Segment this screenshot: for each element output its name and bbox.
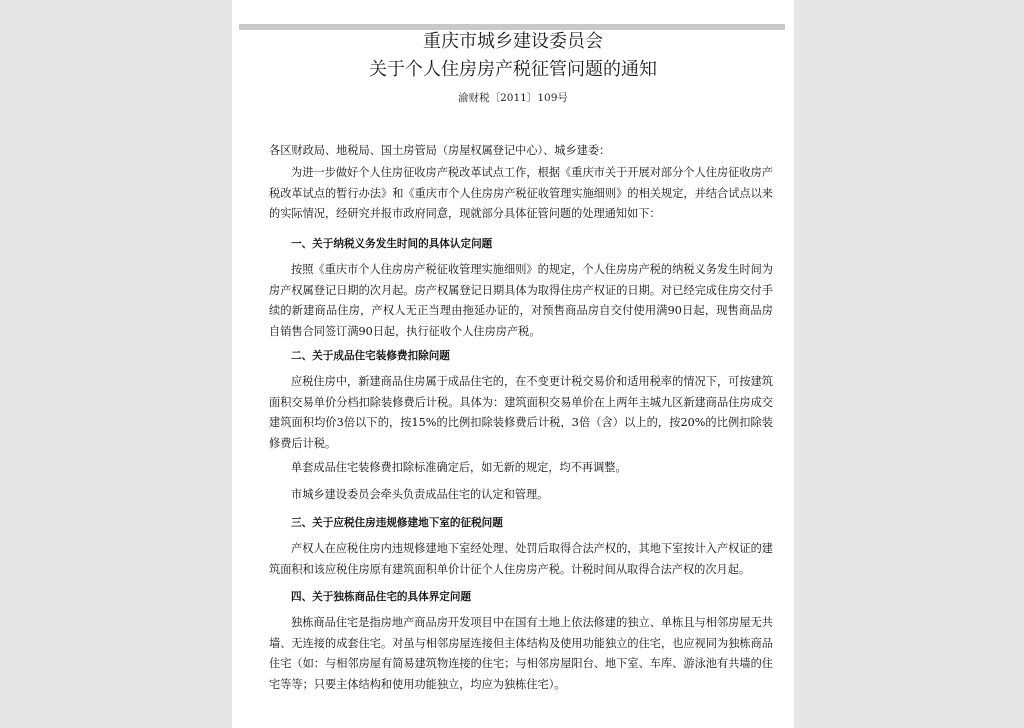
- section-3-paragraph-1: 产权人在应税住房内违规修建地下室经处理、处罚后取得合法产权的，其地下室按计入产权证的建筑面积和该应税住房原有建筑面积单价计征个人住房房产税。计税时间从取得合法产权的次月起。: [269, 542, 773, 576]
- section-heading-3: 三、关于应税住房违规修建地下室的征税问题: [291, 517, 503, 529]
- document-number: 渝财税〔2011〕109号: [458, 92, 568, 104]
- title-line-1: 重庆市城乡建设委员会: [423, 31, 603, 52]
- section-heading-2: 二、关于成品住宅装修费扣除问题: [291, 350, 450, 362]
- title-line-2: 关于个人住房房产税征管问题的通知: [369, 59, 657, 80]
- section-4-paragraph-1: 独栋商品住宅是指房地产商品房开发项目中在国有土地上依法修建的独立、单栋且与相邻房屋无共墙、无连接的成套住宅。对虽与相邻房屋连接但主体结构及使用功能独立的住宅，也应视同为独栋商品住宅（如：与相邻房屋有简易建筑物连接的住宅；与相邻房屋阳台、地下室、车库、游泳池有共墙的住宅等等；只要主体结构和使用功能独立，均应为独栋住宅）。: [269, 616, 773, 691]
- section-1-paragraph-1: 按照《重庆市个人住房房产税征收管理实施细则》的规定，个人住房房产税的纳税义务发生时间为房产权属登记日期的次月起。房产权属登记日期具体为取得住房产权证的日期。对已经完成住房交付手续的新建商品住房，产权人无正当理由拖延办证的，对预售商品房自交付使用满90日起，现售商品房自销售合同签订满90日起，执行征收个人住房房产税。: [269, 263, 773, 338]
- section-2-paragraph-2: 单套成品住宅装修费扣除标准确定后，如无新的规定，均不再调整。: [291, 461, 627, 474]
- header-rule: [239, 24, 785, 30]
- section-heading-4: 四、关于独栋商品住宅的具体界定问题: [291, 591, 472, 603]
- section-2-paragraph-1: 应税住房中，新建商品住房属于成品住宅的，在不变更计税交易价和适用税率的情况下，可按建筑面积交易单价分档扣除装修费后计税。具体为：建筑面积交易单价在上两年主城九区新建商品住房成交建筑面积均价3倍以下的，按15%的比例扣除装修费后计税，3倍（含）以上的，按20%的比例扣除装修费后计税。: [269, 375, 773, 450]
- section-2-paragraph-3: 市城乡建设委员会牵头负责成品住宅的认定和管理。: [291, 488, 549, 501]
- document-page: [232, 0, 794, 728]
- section-heading-1: 一、关于纳税义务发生时间的具体认定问题: [291, 238, 493, 250]
- addressee-line: 各区财政局、地税局、国土房管局（房屋权属登记中心）、城乡建委：: [269, 144, 611, 157]
- intro-paragraph: 为进一步做好个人住房征收房产税改革试点工作，根据《重庆市关于开展对部分个人住房征收房产税改革试点的暂行办法》和《重庆市个人住房房产税征收管理实施细则》的相关规定，并结合试点以来的实际情况，经研究并报市政府同意，现就部分具体征管问题的处理通知如下：: [269, 166, 773, 221]
